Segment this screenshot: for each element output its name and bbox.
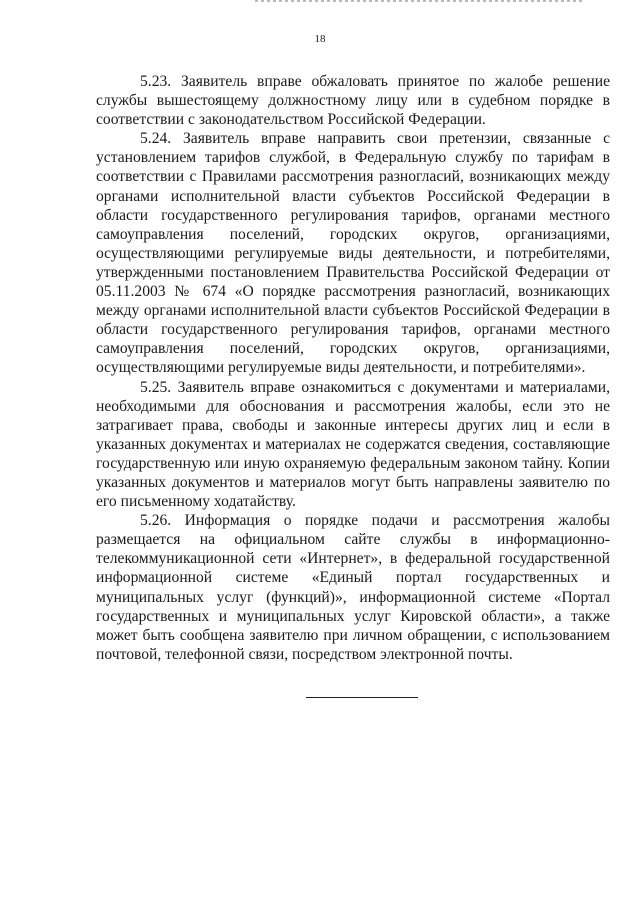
end-of-document-rule — [306, 697, 418, 698]
paragraph-5-25: 5.25. Заявитель вправе ознакомиться с документами и материалами, необходимыми для обоснования и рассмотрения жалобы, если это не затрагивает права, свободы и законные интересы других лиц и если в указанных документах и материалах не содержатся сведения, составляющие государственную или иную охраняемую федеральным законом тайну. Копии указанных документов и материалов могут быть направлены заявителю по его письменному ходатайству. — [96, 378, 610, 511]
paragraph-5-24: 5.24. Заявитель вправе направить свои претензии, связанные с установлением тарифов службой, в Федеральную службу по тарифам в соответствии с Правилами рассмотрения разногласий, возникающих между органами исполнительной власти субъектов Российской Федерации в области государственного регулирования тарифов, органами местного самоуправления поселений, городских округов, организациями, осуществляющими регулируемые виды деятельности, и потребителями, утвержденными постановлением Правительства Российской Федерации от 05.11.2003 № 674 «О порядке рассмотрения разногласий, возникающих между органами исполнительной власти субъектов Российской Федерации в области государственного регулирования тарифов, органами местного самоуправления поселений, городских округов, организациями, осуществляющими регулируемые виды деятельности, и потребителями». — [96, 130, 610, 377]
paragraph-5-26: 5.26. Информация о порядке подачи и рассмотрения жалобы размещается на официальном сайте службы в информационно-телекоммуникационной сети «Интернет», в федеральной государственной информационной системе «Единый портал государственных и муниципальных услуг (функций)», информационной системе «Портал государственных и муниципальных услуг Кировской области», а также может быть сообщена заявителю при личном обращении, с использованием почтовой, телефонной связи, посредством электронной почты. — [96, 512, 610, 663]
page-number: 18 — [314, 33, 326, 45]
scan-top-edge — [255, 0, 585, 2]
document-body — [96, 72, 610, 664]
paragraph-5-23: 5.23. Заявитель вправе обжаловать принятое по жалобе решение службы вышестоящему должностному лицу или в судебном порядке в соответствии с законодательством Российской Федерации. — [96, 73, 610, 129]
